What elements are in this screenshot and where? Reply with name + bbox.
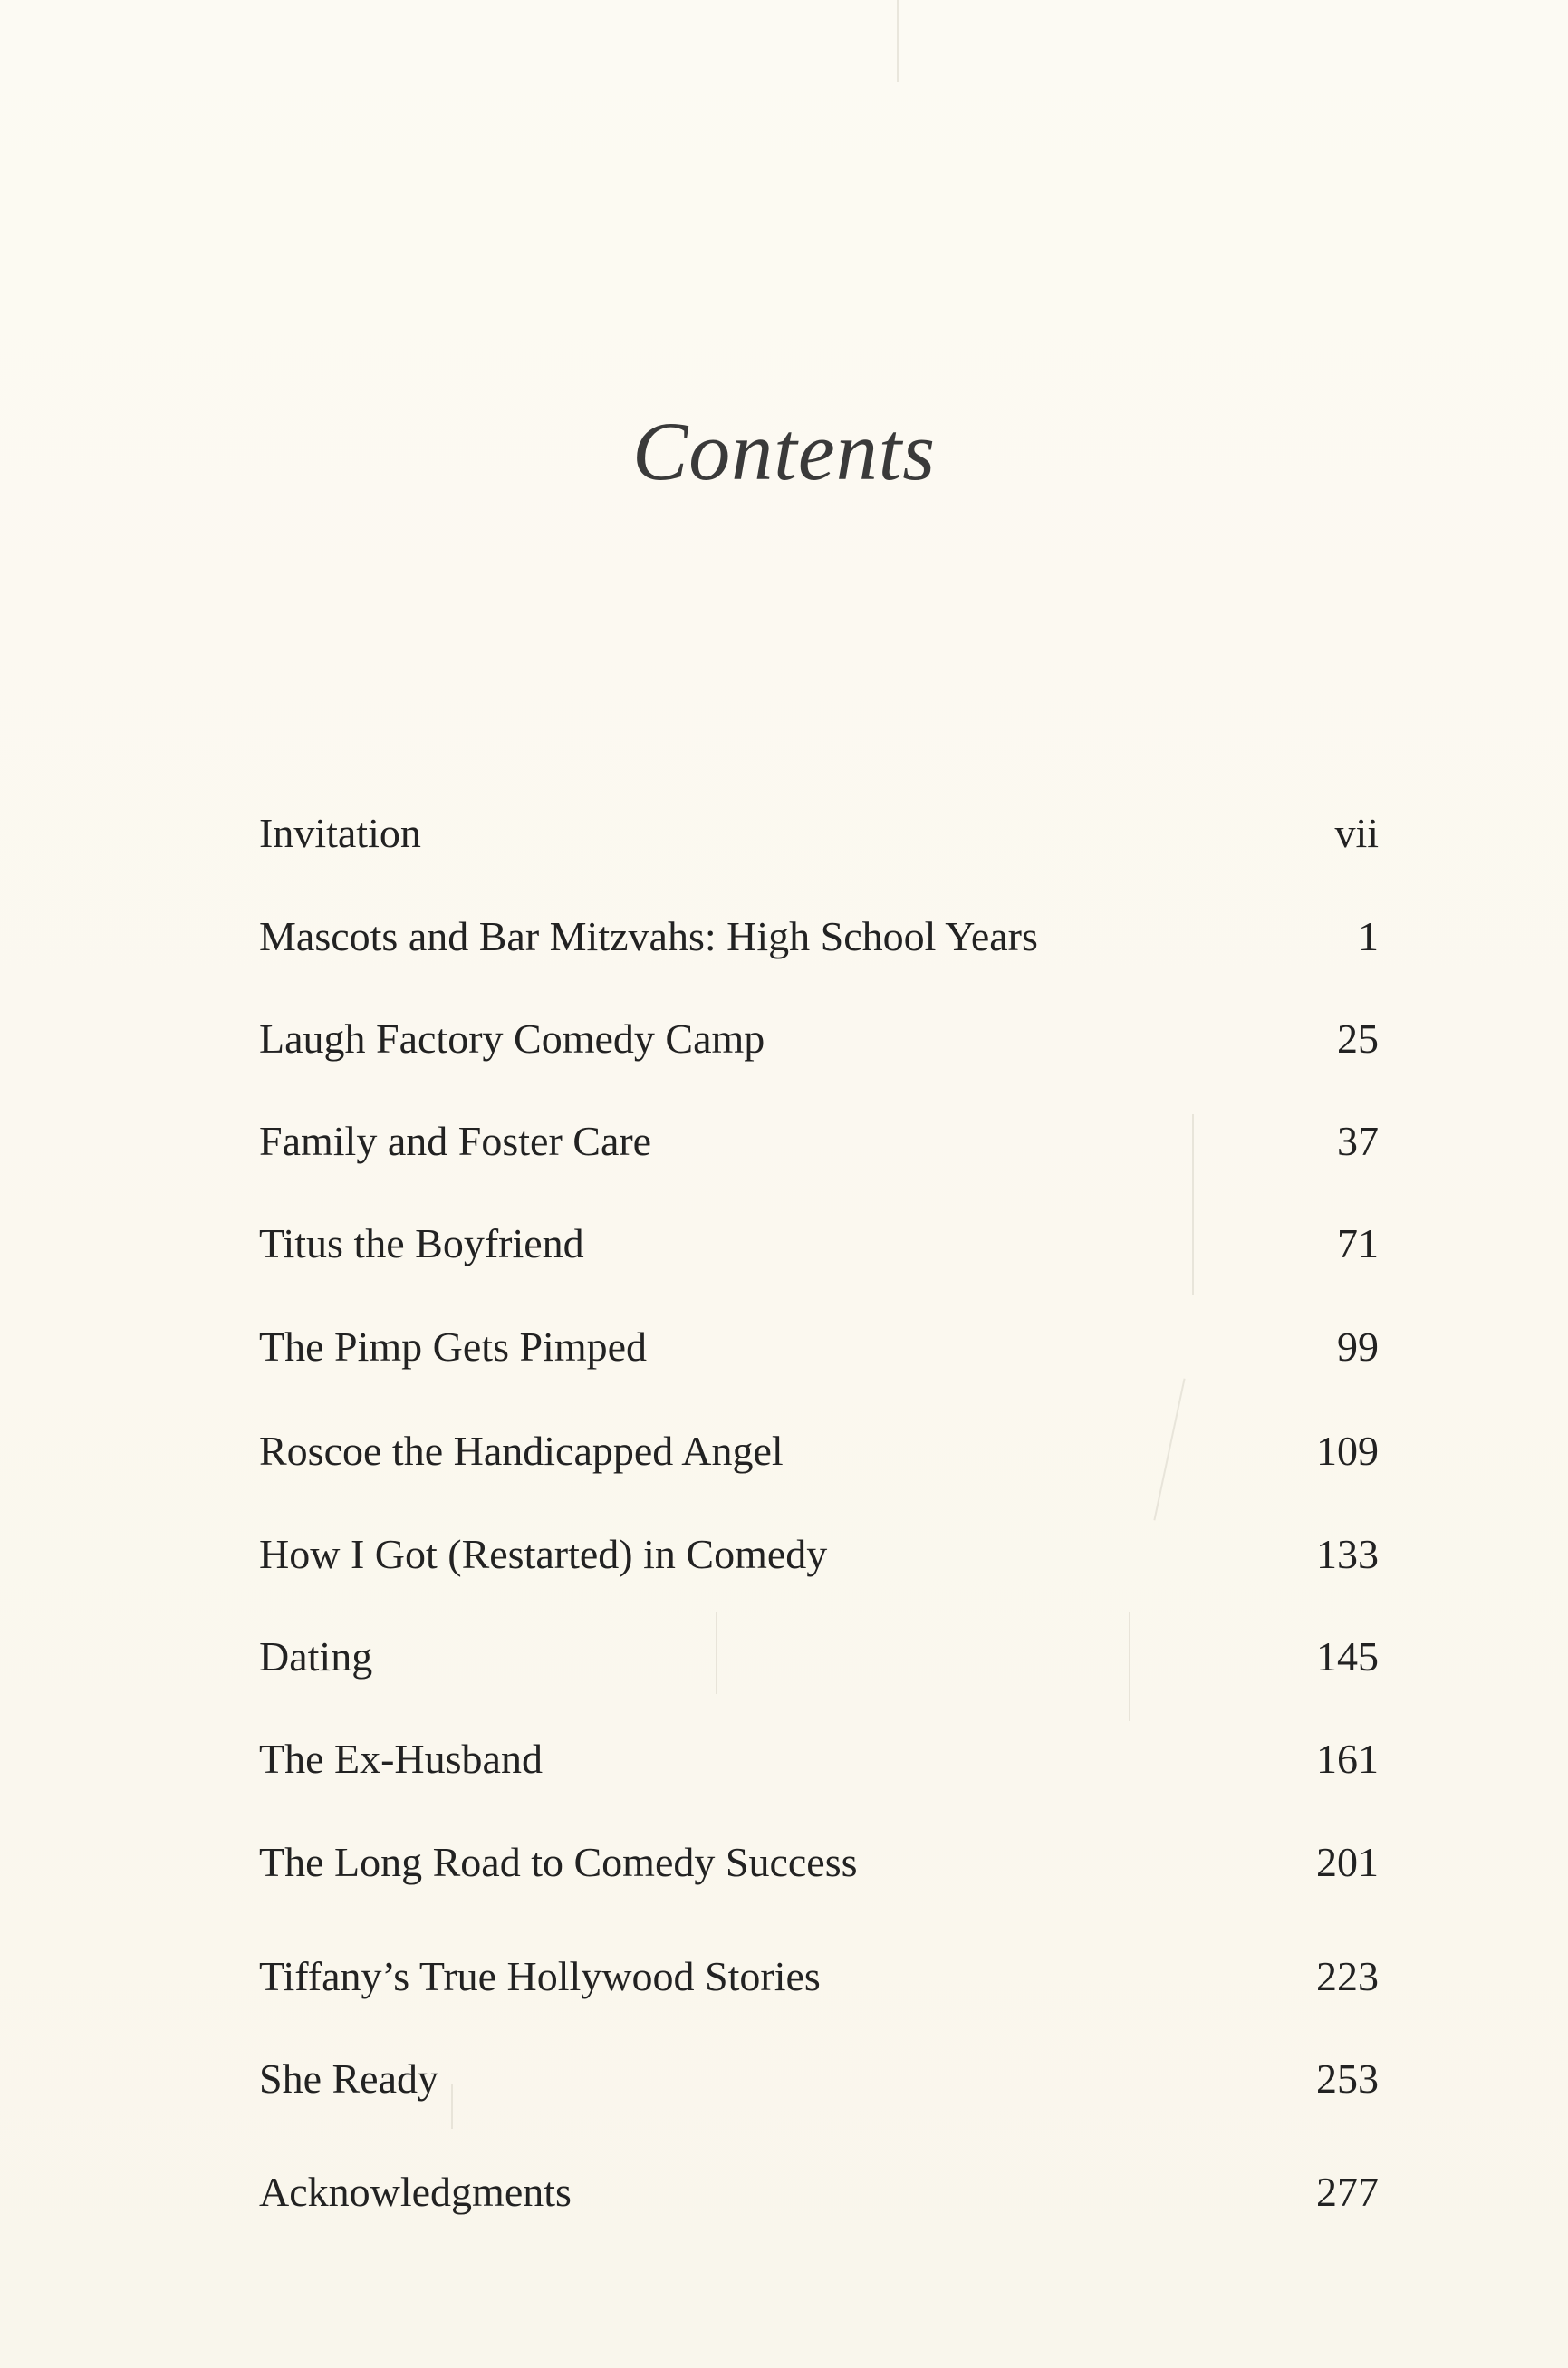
page-title: Contents <box>631 405 937 497</box>
toc-entry <box>259 1732 1379 1786</box>
toc-entry-title: The Pimp Gets Pimped <box>259 1324 648 1370</box>
toc-entry-page: 37 <box>1337 1118 1379 1164</box>
toc-entry <box>259 1320 1379 1374</box>
toc-entry-title: Family and Foster Care <box>259 1118 652 1164</box>
toc-entry <box>259 1424 1379 1478</box>
toc-entry-title: Invitation <box>259 810 421 856</box>
toc-entry-page: 109 <box>1316 1428 1379 1474</box>
toc-entry-page: 253 <box>1316 2055 1379 2102</box>
toc-entry-title: Roscoe the Handicapped Angel <box>259 1428 784 1474</box>
toc-entry <box>259 1012 1379 1066</box>
toc-entry-page: 161 <box>1316 1736 1379 1782</box>
toc-entry-page: 145 <box>1316 1633 1379 1680</box>
toc-entry-title: Titus the Boyfriend <box>259 1220 584 1266</box>
toc-entry-page: 25 <box>1337 1016 1379 1062</box>
toc-entry <box>259 1630 1379 1684</box>
toc-entry-page: vii <box>1334 810 1379 856</box>
toc-entry <box>259 2052 1379 2106</box>
toc-entry-page: 71 <box>1337 1220 1379 1266</box>
toc-entry-title: Laugh Factory Comedy Camp <box>259 1016 765 1062</box>
toc-entry-page: 223 <box>1316 1953 1379 1999</box>
toc-entry <box>259 1114 1379 1169</box>
toc-entry-title: Acknowledgments <box>259 2169 572 2215</box>
toc-entry-page: 1 <box>1358 913 1379 959</box>
toc-entry-title: How I Got (Restarted) in Comedy <box>259 1531 828 1577</box>
toc-entry <box>259 806 1379 861</box>
toc-entry <box>259 1217 1379 1271</box>
toc-entry <box>259 1527 1379 1582</box>
toc-entry-title: The Long Road to Comedy Success <box>259 1839 858 1885</box>
toc-entry-title: Dating <box>259 1633 373 1680</box>
toc-entry <box>259 1835 1379 1890</box>
toc-entry-page: 133 <box>1316 1531 1379 1577</box>
toc-entry-title: She Ready <box>259 2055 439 2102</box>
toc-entry <box>259 910 1379 964</box>
toc-entry <box>259 1949 1379 2004</box>
toc-entry-title: The Ex-Husband <box>259 1736 543 1782</box>
toc-entry-page: 201 <box>1316 1839 1379 1885</box>
toc-entry <box>259 2165 1379 2219</box>
toc-entry-page: 99 <box>1337 1324 1379 1370</box>
toc-entry-title: Mascots and Bar Mitzvahs: High School Years <box>259 913 1038 959</box>
toc-entry-page: 277 <box>1316 2169 1379 2215</box>
toc-entry-title: Tiffany’s True Hollywood Stories <box>259 1953 821 1999</box>
